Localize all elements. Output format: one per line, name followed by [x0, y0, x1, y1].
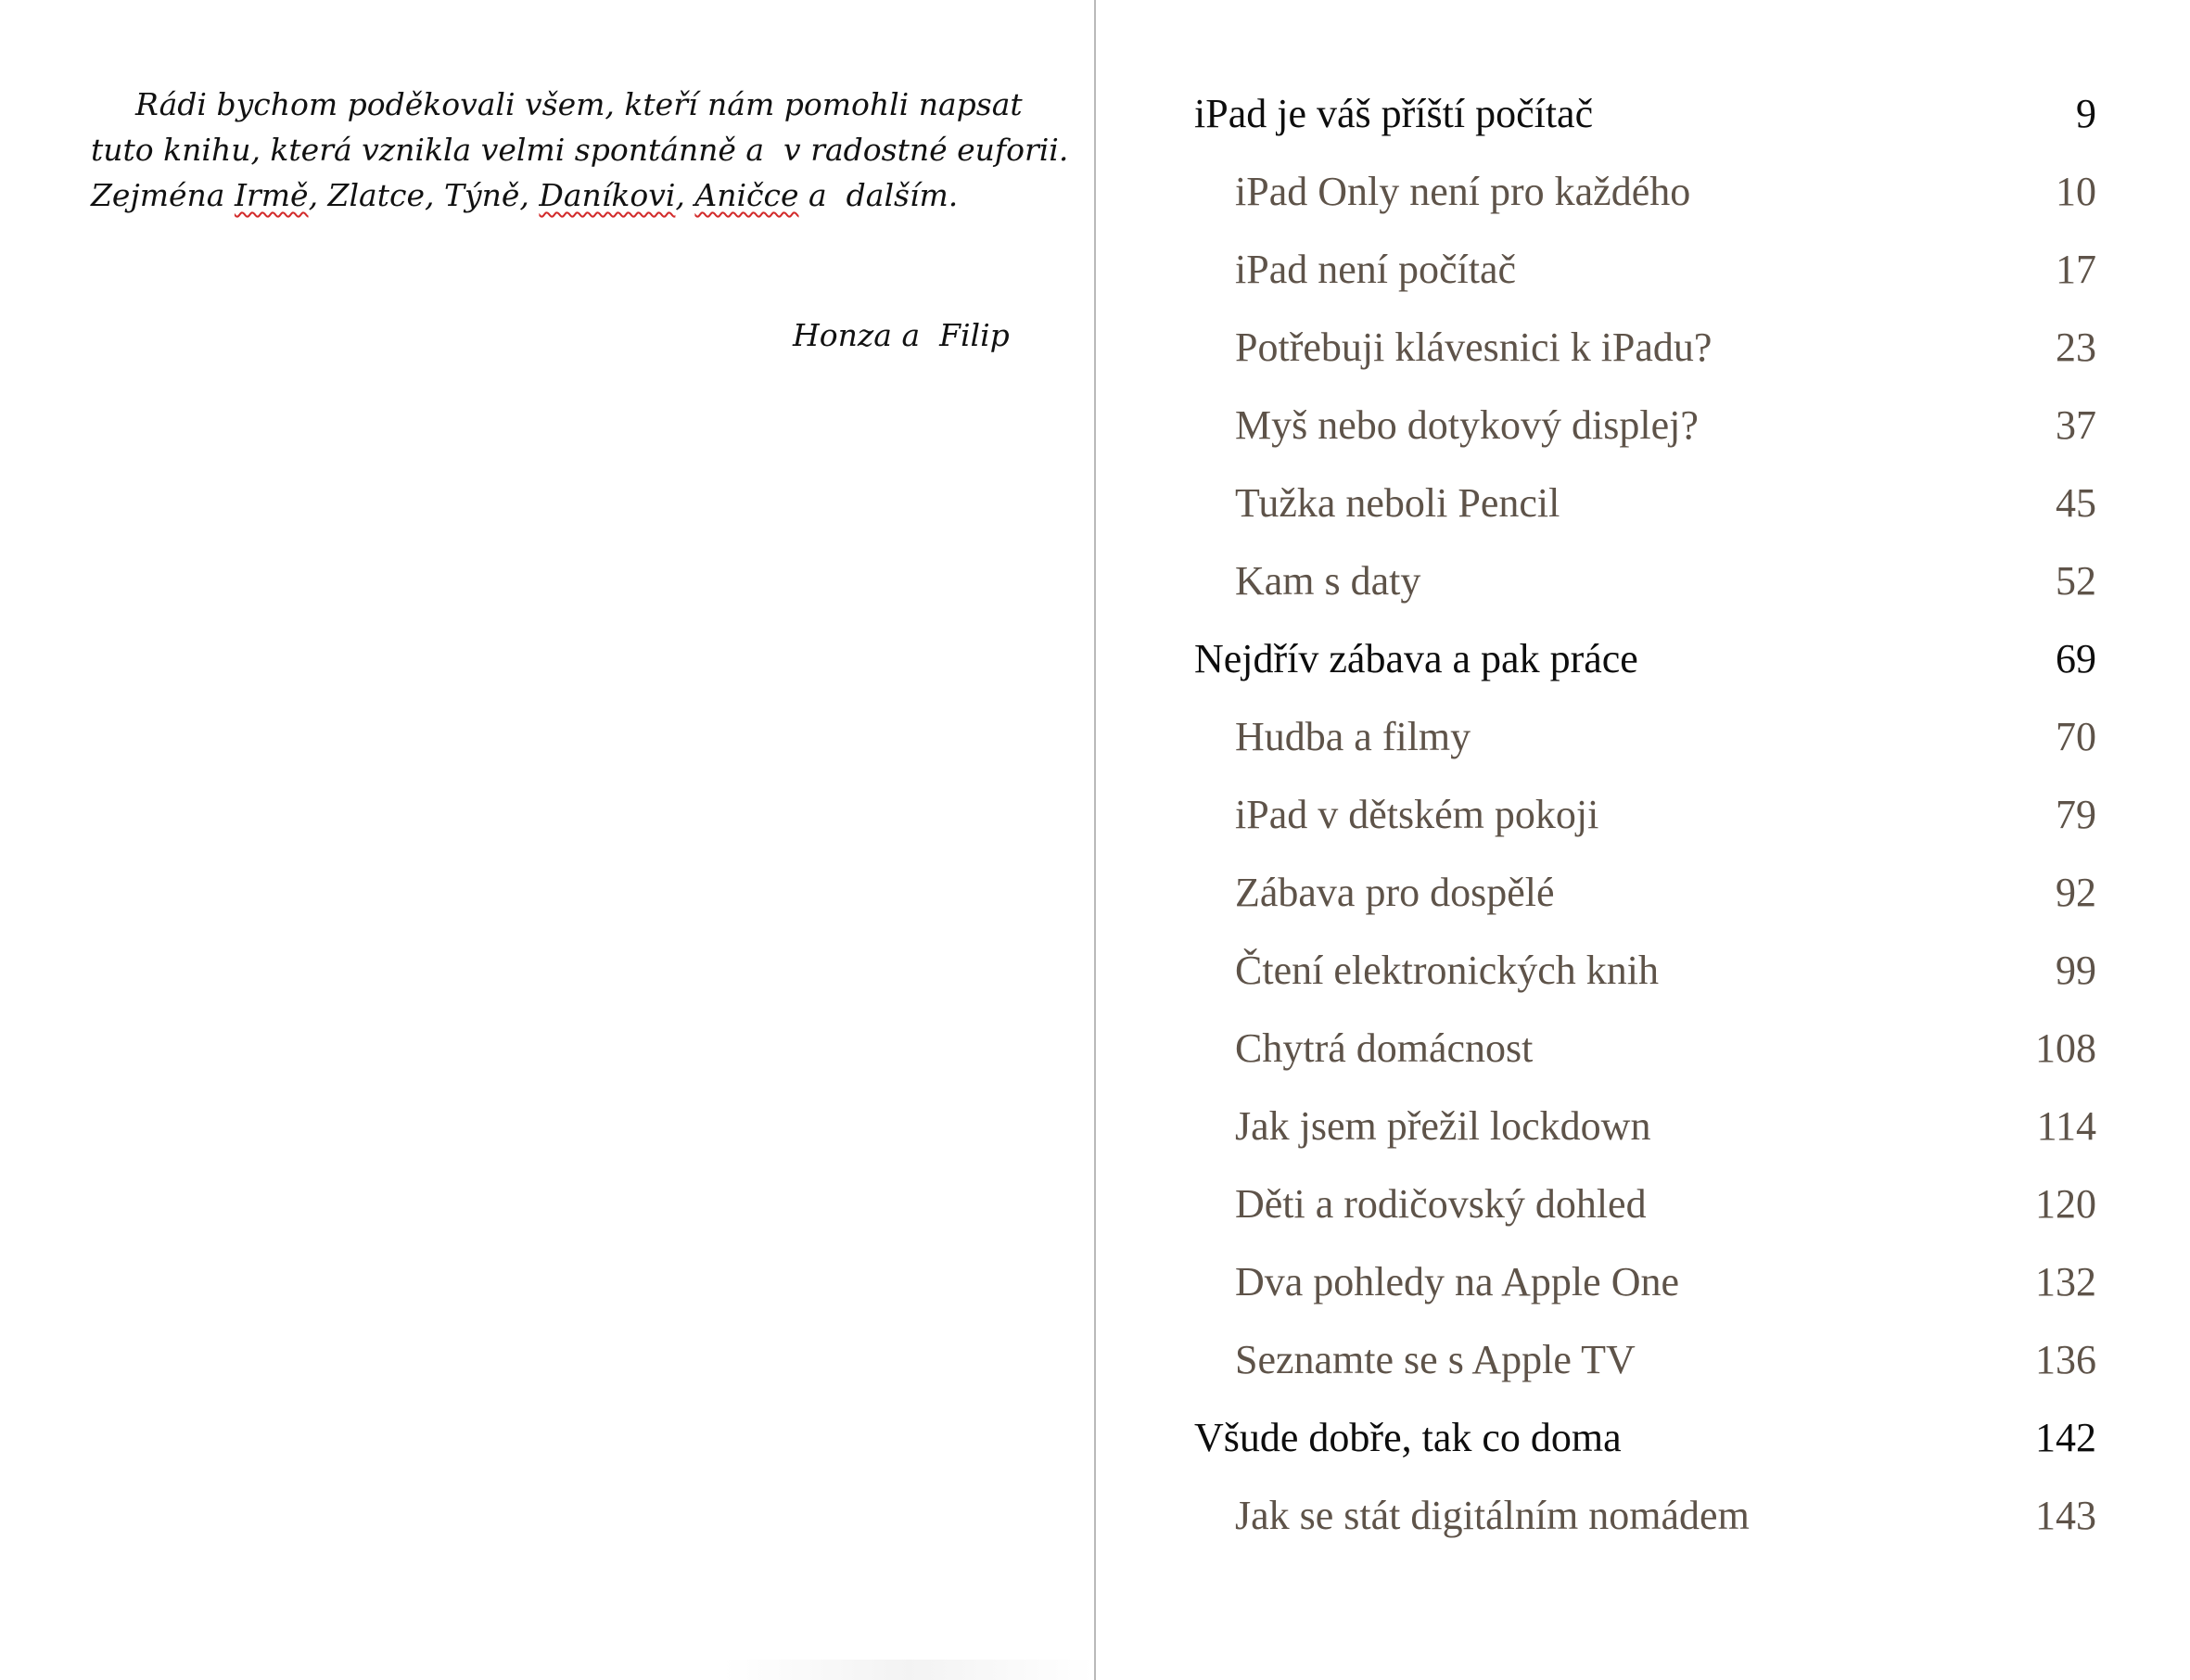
toc-entry-page-number: 52 — [2056, 558, 2096, 604]
toc-entry-page-number: 114 — [2036, 1103, 2096, 1149]
toc-chapter-entry[interactable] — [1194, 633, 2096, 711]
toc-entry-title: Všude dobře, tak co doma — [1194, 1415, 1622, 1460]
toc-entry-title: iPad Only není pro každého — [1235, 169, 1691, 214]
acknowledgement-line-2: tuto knihu, která vznikla velmi spontánně a v radostné euforii. — [91, 132, 1069, 168]
toc-entry-title: Jak se stát digitálním nomádem — [1235, 1493, 1750, 1538]
toc-entry-title: Děti a rodičovský dohled — [1235, 1181, 1647, 1227]
toc-section-entry[interactable] — [1194, 1023, 2096, 1101]
toc-section-entry[interactable] — [1194, 789, 2096, 867]
toc-entry-title: Potřebuji klávesnici k iPadu? — [1235, 325, 1713, 370]
toc-section-entry[interactable] — [1194, 711, 2096, 789]
toc-section-entry[interactable] — [1194, 400, 2096, 477]
toc-entry-title: Hudba a filmy — [1235, 714, 1471, 759]
toc-entry-title: Dva pohledy na Apple One — [1235, 1259, 1679, 1305]
toc-entry-page-number: 9 — [2076, 91, 2096, 136]
toc-entry-title: Kam s daty — [1235, 558, 1421, 604]
toc-entry-title: Chytrá domácnost — [1235, 1025, 1534, 1071]
ack-text: a dalším. — [798, 177, 959, 213]
toc-entry-page-number: 99 — [2056, 948, 2096, 993]
toc-entry-page-number: 23 — [2056, 325, 2096, 370]
toc-entry-page-number: 69 — [2056, 636, 2096, 681]
toc-entry-title: Seznamte se s Apple TV — [1235, 1337, 1636, 1382]
toc-entry-page-number: 10 — [2056, 169, 2096, 214]
ack-text: , Zlatce, Týně, — [308, 177, 540, 213]
toc-entry-page-number: 70 — [2056, 714, 2096, 759]
toc-entry-page-number: 136 — [2035, 1337, 2096, 1382]
page-fold-shadow — [723, 1660, 1094, 1680]
toc-chapter-entry[interactable] — [1194, 1412, 2096, 1490]
toc-section-entry[interactable] — [1194, 1101, 2096, 1178]
acknowledgement-line-1: Rádi bychom poděkovali všem, kteří nám pomohli napsat — [135, 86, 1023, 122]
toc-section-entry[interactable] — [1194, 322, 2096, 400]
toc-entry-title: Jak jsem přežil lockdown — [1235, 1103, 1651, 1149]
toc-section-entry[interactable] — [1194, 867, 2096, 945]
toc-section-entry[interactable] — [1194, 1490, 2096, 1568]
toc-entry-title: Myš nebo dotykový displej? — [1235, 402, 1699, 448]
toc-section-entry[interactable] — [1194, 477, 2096, 555]
left-page — [0, 0, 1094, 1680]
toc-entry-page-number: 108 — [2035, 1025, 2096, 1071]
spellcheck-name-irme[interactable]: Irmě — [234, 177, 309, 213]
toc-section-entry[interactable] — [1194, 1256, 2096, 1334]
toc-entry-title: Tužka neboli Pencil — [1235, 480, 1560, 526]
toc-entry-page-number: 79 — [2056, 792, 2096, 837]
toc-entry-page-number: 120 — [2035, 1181, 2096, 1227]
toc-section-entry[interactable] — [1194, 945, 2096, 1023]
ack-text: Zejména — [91, 177, 235, 213]
toc-entry-title: iPad není počítač — [1235, 247, 1517, 292]
toc-entry-page-number: 45 — [2056, 480, 2096, 526]
toc-section-entry[interactable] — [1194, 555, 2096, 633]
toc-section-entry[interactable] — [1194, 1334, 2096, 1412]
table-of-contents — [1194, 88, 2096, 1568]
toc-entry-title: Nejdřív zábava a pak práce — [1194, 636, 1638, 681]
toc-section-entry[interactable] — [1194, 166, 2096, 244]
ack-text: , — [675, 177, 695, 213]
toc-entry-page-number: 143 — [2035, 1493, 2096, 1538]
toc-entry-page-number: 132 — [2035, 1259, 2096, 1305]
toc-entry-title: Čtení elektronických knih — [1235, 948, 1659, 993]
acknowledgement-line-3 — [91, 172, 1018, 218]
spellcheck-name-danikovi[interactable]: Daníkovi — [539, 177, 676, 213]
spellcheck-name-anicce[interactable]: Aničce — [694, 177, 799, 213]
authors-signature: Honza a Filip — [793, 317, 1010, 353]
toc-entry-page-number: 17 — [2056, 247, 2096, 292]
toc-entry-page-number: 37 — [2056, 402, 2096, 448]
toc-entry-title: iPad je váš příští počítač — [1194, 91, 1594, 136]
acknowledgement-paragraph — [91, 82, 1069, 218]
toc-entry-page-number: 92 — [2056, 870, 2096, 915]
toc-chapter-entry[interactable] — [1194, 88, 2096, 166]
toc-entry-page-number: 142 — [2035, 1415, 2096, 1460]
toc-section-entry[interactable] — [1194, 244, 2096, 322]
toc-section-entry[interactable] — [1194, 1178, 2096, 1256]
toc-entry-title: Zábava pro dospělé — [1235, 870, 1555, 915]
toc-entry-title: iPad v dětském pokoji — [1235, 792, 1599, 837]
